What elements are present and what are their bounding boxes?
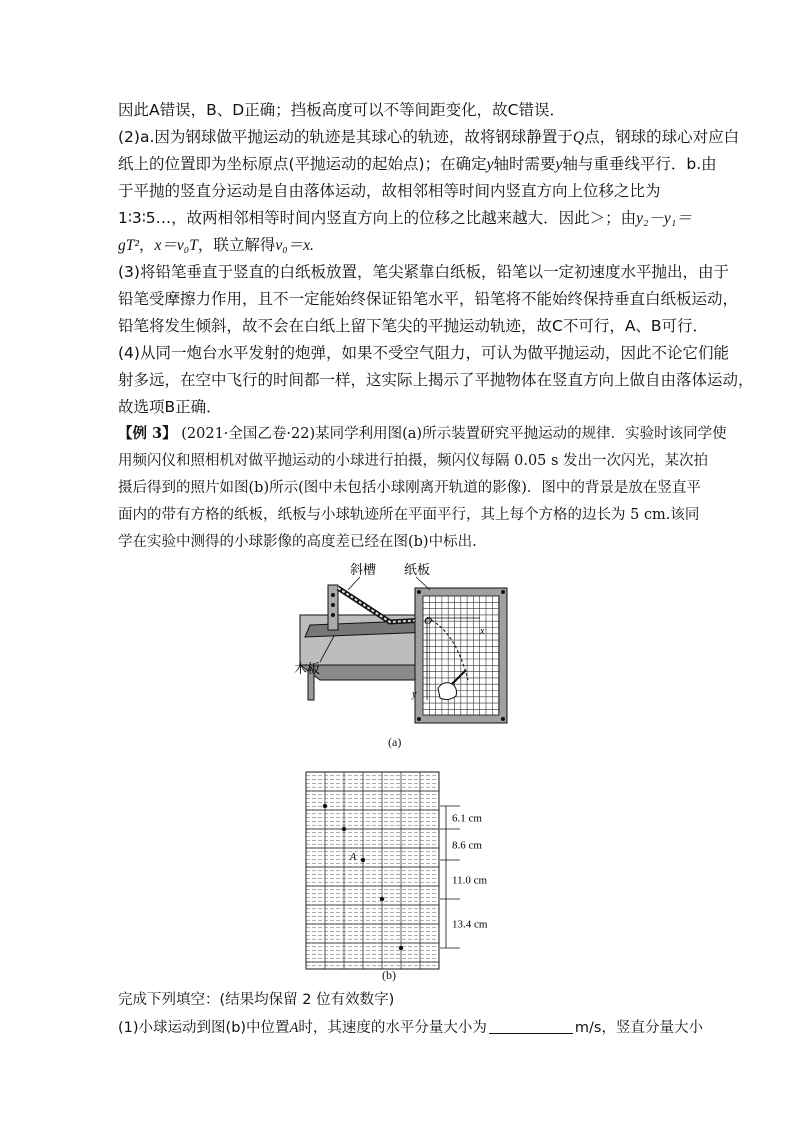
label-x: x (480, 626, 485, 637)
label-y: y (412, 689, 417, 700)
label-chute: 斜槽 (350, 563, 377, 578)
text-segment: (2)a.因为钢球做平抛运动的轨迹是其球心的轨迹，故将钢球静置于 (118, 128, 573, 146)
text-segment: 轴时需要 (493, 155, 556, 173)
height-dimensions (440, 806, 488, 948)
height-label: 8.6 cm (452, 839, 482, 852)
math-var: Q (572, 129, 585, 146)
text-line (118, 1018, 703, 1038)
label-wood: 木板 (294, 662, 321, 677)
text-segment: 1∶3∶5…，故两相邻相等时间内竖直方向上的位移之比越来越大．因此＞；由 (118, 209, 637, 227)
text-line (118, 154, 717, 175)
text-line: 因此A错误，B、D正确；挡板高度可以不等间距变化，故C错误． (118, 101, 565, 119)
text-line (118, 127, 739, 148)
math-expr: y₂－y₁＝ (636, 210, 692, 227)
text-segment: ， (139, 236, 155, 254)
answer-blank[interactable] (489, 1019, 573, 1034)
text-segment: (2021·全国乙卷·22)某同学利用图(a)所示装置研究平抛运动的规律．实验时该同学使 (181, 426, 727, 442)
height-label: 13.4 cm (452, 918, 488, 931)
caption-a: (a) (388, 735, 402, 749)
math-expr: gT² (118, 237, 140, 254)
height-label: 11.0 cm (452, 874, 488, 887)
text-line: 摄后得到的照片如图(b)所示(图中未包括小球刚离开轨道的影像)．图中的背景是放在竖直平 (118, 480, 701, 496)
math-expr: v₀＝x. (275, 237, 314, 254)
label-o: O (424, 615, 432, 627)
text-segment: 点，钢球的球心对应白 (584, 128, 740, 146)
ball-image (342, 827, 346, 831)
ball-image (399, 946, 403, 950)
text-segment: m/s，竖直分量大小 (574, 1020, 703, 1036)
text-line: 面内的带有方格的纸板，纸板与小球轨迹所在平面平行，其上每个方格的边长为 5 cm.该同 (118, 507, 700, 523)
ball-image (323, 804, 327, 808)
text-line: (4)从同一炮台水平发射的炮弹，如果不受空气阻力，可认为做平抛运动，因此不论它们能 (118, 344, 729, 362)
example-tag: 【例 3】 (118, 425, 177, 442)
text-line (118, 208, 692, 229)
figure-b-grid-photo (300, 768, 510, 978)
caption-b: (b) (382, 968, 396, 982)
text-line: (3)将铅笔垂直于竖直的白纸板放置，笔尖紧靠白纸板，铅笔以一定初速度水平抛出，由于 (118, 263, 729, 281)
text-line: 用频闪仪和照相机对做平抛运动的小球进行拍摄，频闪仪每隔 0.05 s 发出一次闪光，某次拍 (118, 453, 709, 469)
label-a: A (350, 852, 357, 863)
label-board: 纸板 (404, 563, 431, 578)
text-line: 完成下列填空：(结果均保留 2 位有效数字) (118, 992, 395, 1008)
text-line: 射多远，在空中飞行的时间都一样，这实际上揭示了平抛物体在竖直方向上做自由落体运动， (118, 371, 754, 389)
text-segment: 轴与重垂线平行．b.由 (562, 155, 717, 173)
text-line: 于平抛的竖直分运动是自由落体运动，故相邻相等时间内竖直方向上位移之比为 (118, 182, 661, 200)
math-var: A (289, 1020, 299, 1036)
math-expr: x＝v₀T (154, 237, 198, 254)
ball-image (380, 897, 384, 901)
figure-a-apparatus (290, 560, 520, 750)
text-line (118, 235, 314, 256)
text-segment: ，联立解得 (197, 236, 276, 254)
text-line: 学在实验中测得的小球影像的高度差已经在图(b)中标出. (118, 534, 477, 550)
text-line (118, 424, 727, 444)
text-segment: (1)小球运动到图(b)中位置 (118, 1020, 290, 1036)
text-line: 铅笔受摩擦力作用，且不一定能始终保证铅笔水平，铅笔将不能始终保持垂直白纸板运动， (118, 290, 739, 308)
text-line: 铅笔将发生倾斜，故不会在白纸上留下笔尖的平抛运动轨迹，故C不可行，A、B可行． (118, 317, 709, 335)
height-label: 6.1 cm (452, 812, 482, 825)
text-segment: 时，其速度的水平分量大小为 (298, 1020, 487, 1036)
ball-image (361, 858, 365, 862)
math-var: y (486, 156, 494, 173)
text-segment: 纸上的位置即为坐标原点(平抛运动的起始点)；在确定 (118, 155, 487, 173)
text-line: 故选项B正确． (118, 398, 222, 416)
math-var: y (555, 156, 563, 173)
